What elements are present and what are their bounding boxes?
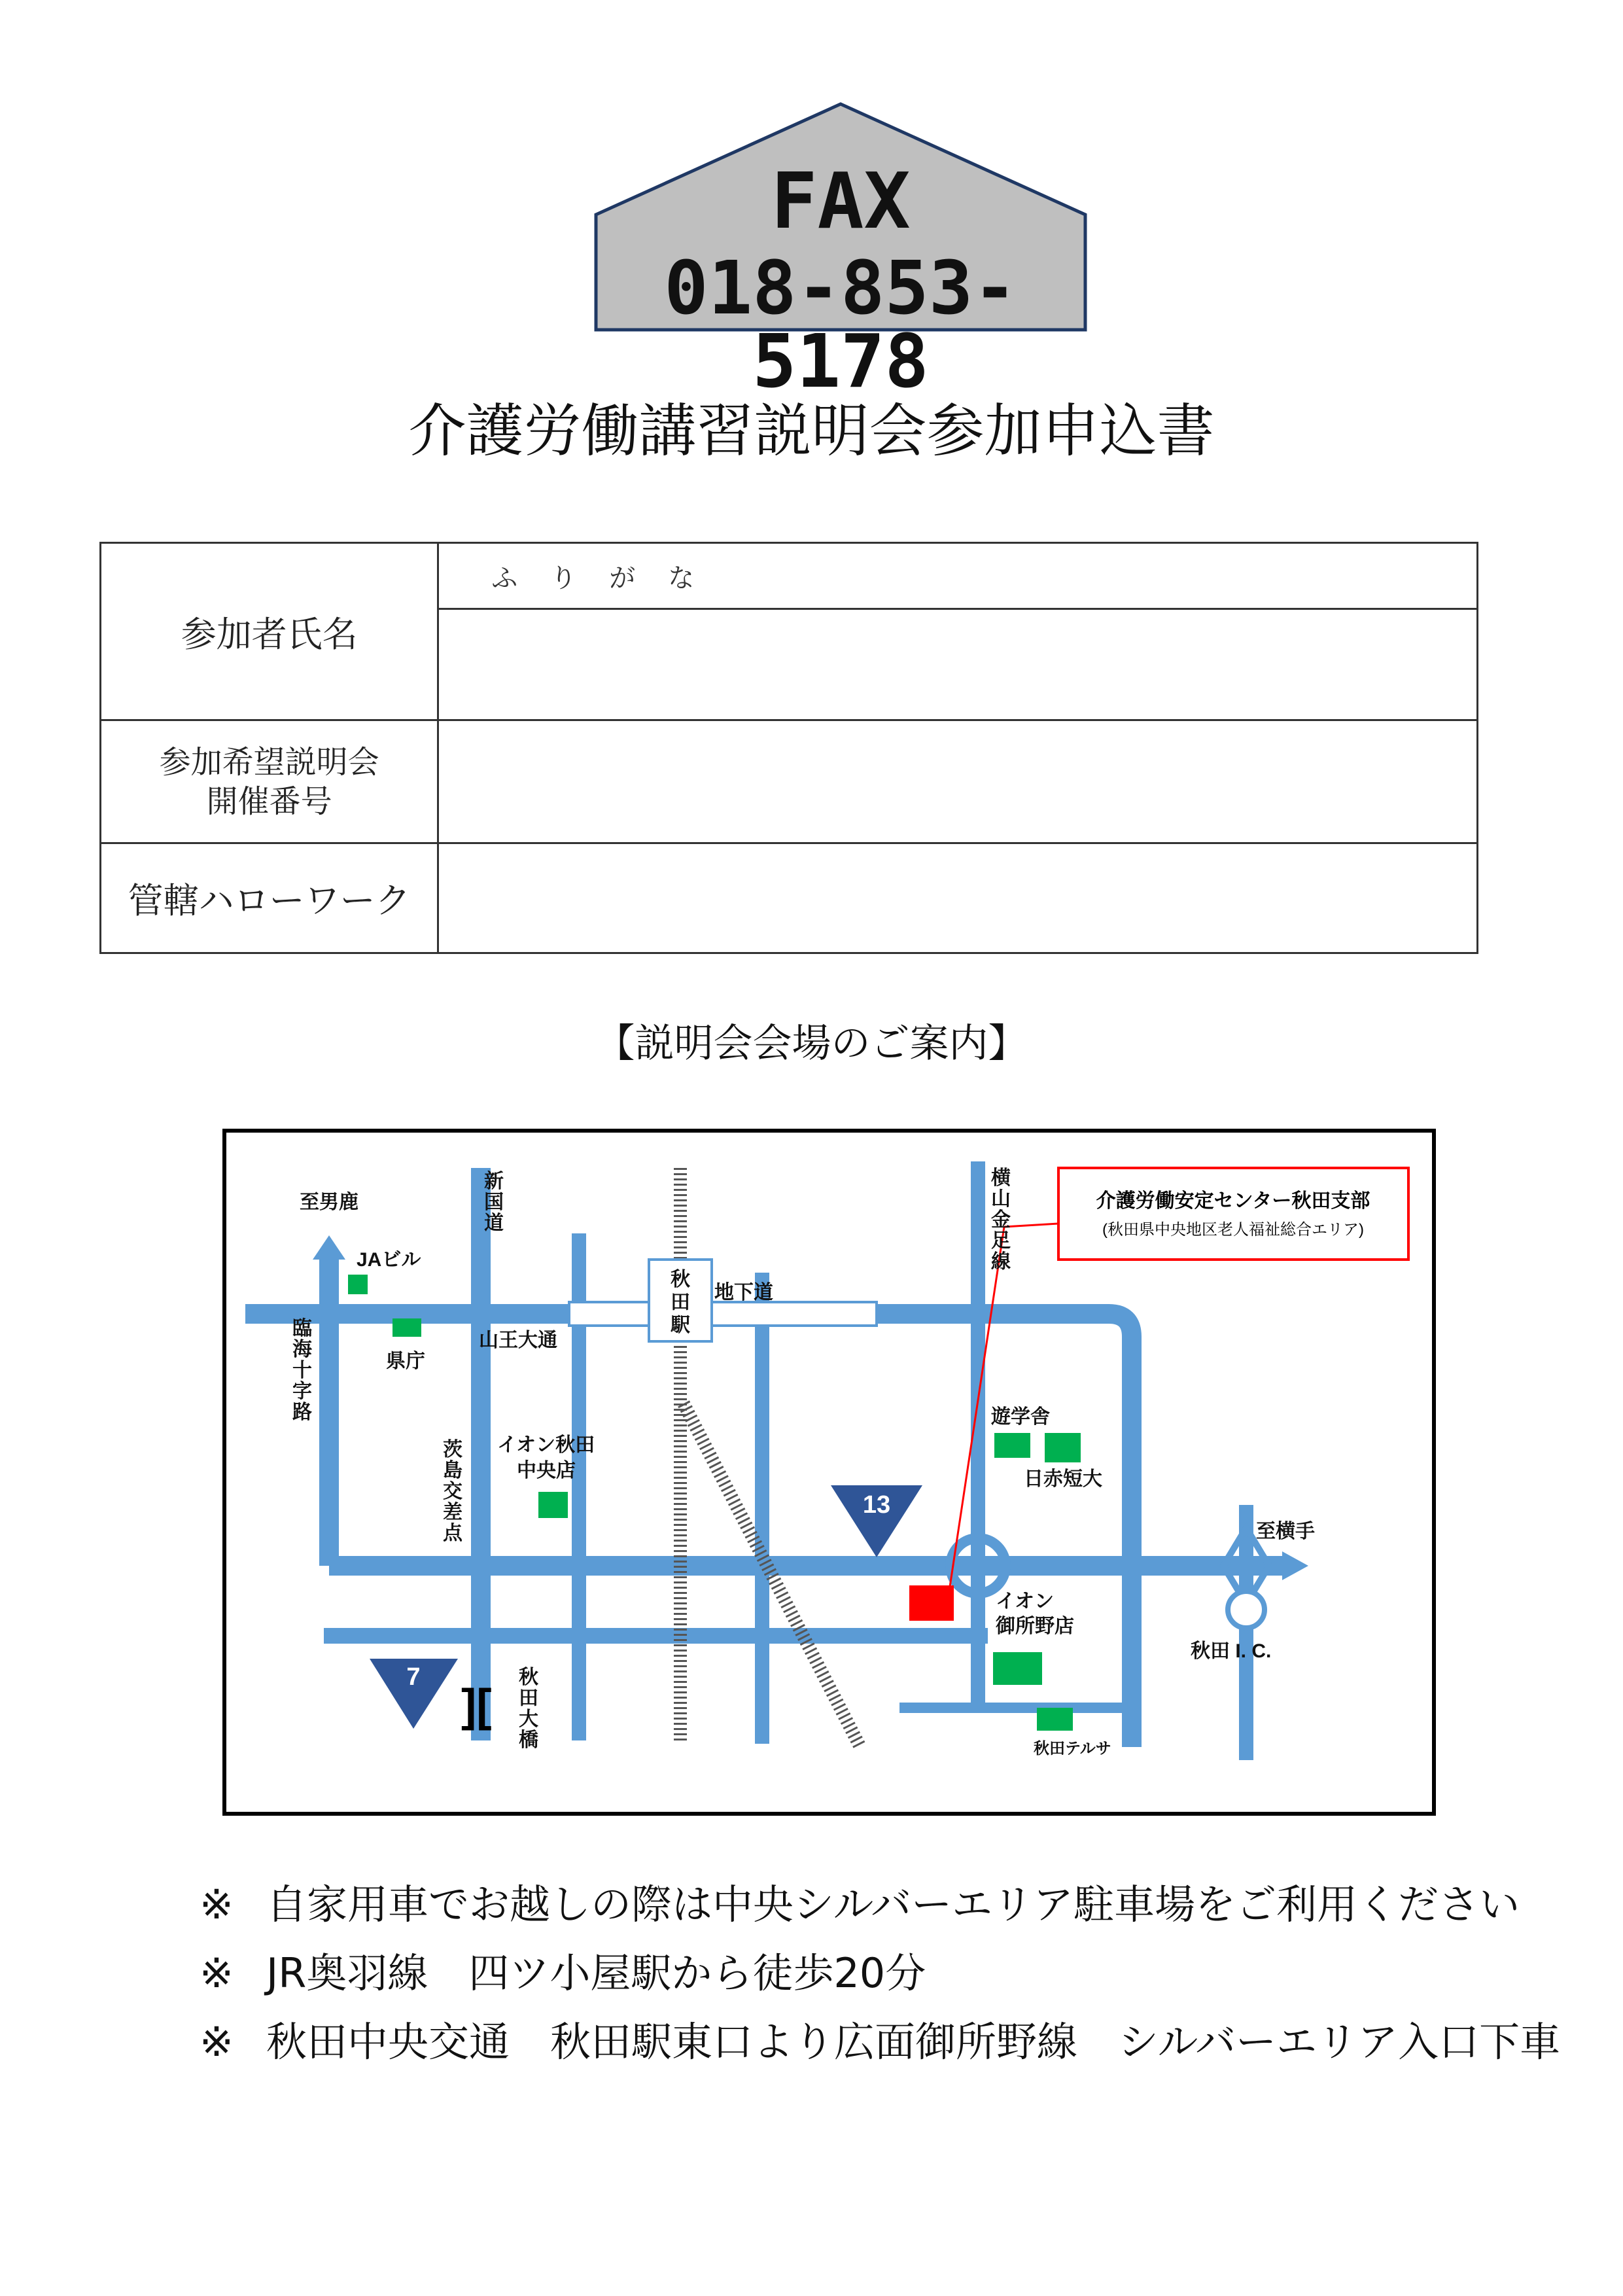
label-shin-kokudo-1: 新 (484, 1171, 504, 1192)
label-yokoyama-2: 山 (991, 1188, 1011, 1210)
label-akita-bridge-2: 田 (519, 1687, 538, 1709)
label-aeon-chuo-2: 中央店 (517, 1460, 576, 1481)
note-mark: ※ (200, 1881, 234, 1928)
label-to-oga: 至男鹿 (300, 1192, 358, 1213)
route-13-label: 13 (862, 1491, 891, 1519)
label-shin-kokudo-3: 道 (484, 1212, 504, 1234)
label-akita-ic: 秋田 I. C. (1191, 1640, 1272, 1662)
label-yokoyama-3: 金 (991, 1209, 1011, 1231)
label-ibarajima-3: 交 (443, 1481, 462, 1502)
label-nisseki: 日赤短大 (1024, 1468, 1102, 1490)
hellowork-label: 管轄ハローワーク (101, 843, 438, 953)
fax-label: FAX (771, 156, 911, 246)
label-ibarajima-5: 点 (443, 1523, 462, 1544)
note-train (200, 1949, 926, 1997)
label-aeon-chuo-1: イオン秋田 (497, 1434, 595, 1456)
fax-number: 018-853-5178 (664, 246, 1017, 404)
bridge-mark: ][ (461, 1680, 492, 1731)
venue-heading: 【説明会会場のご案内】 (595, 1021, 1028, 1067)
session-number-label-line2: 開催番号 (206, 783, 332, 820)
note-bus (200, 2018, 1561, 2066)
label-akita-bridge-1: 秋 (519, 1667, 538, 1688)
label-kencho: 県庁 (386, 1351, 425, 1372)
label-akita-bridge-4: 橋 (519, 1729, 538, 1751)
label-ibarajima-2: 島 (443, 1460, 462, 1481)
label-yokoyama-1: 横 (991, 1167, 1011, 1189)
label-to-yokote: 至横手 (1256, 1521, 1315, 1542)
note-text: 自家用車でお越しの際は中央シルバーエリア駐車場をご利用ください (266, 1881, 1520, 1928)
label-shin-kokudo-2: 国 (484, 1192, 504, 1213)
furigana-field[interactable] (438, 543, 1478, 609)
route-7-label: 7 (406, 1663, 421, 1691)
label-sanno: 山王大通 (479, 1330, 557, 1351)
label-underpass: 地下道 (714, 1282, 773, 1303)
page-title: 介護労働講習説明会参加申込書 (408, 397, 1215, 465)
label-yokoyama-5: 線 (991, 1251, 1011, 1273)
participant-name-field[interactable] (438, 609, 1478, 720)
hellowork-field[interactable] (438, 843, 1478, 953)
label-rinkai-5: 路 (292, 1402, 312, 1423)
label-rinkai-2: 海 (292, 1339, 312, 1360)
label-ibarajima-4: 差 (443, 1502, 462, 1523)
session-number-field[interactable] (438, 720, 1478, 843)
ic-circle-icon (1228, 1591, 1265, 1628)
label-ja-building: JAビル (357, 1249, 421, 1271)
furigana-label: ふりがな (491, 563, 727, 593)
venue-callout-box (1058, 1168, 1408, 1260)
label-yokoyama-4: 足 (991, 1230, 1011, 1252)
label-akita-bridge-3: 大 (519, 1708, 538, 1730)
label-yugakusha: 遊学舎 (991, 1406, 1050, 1428)
label-rinkai-1: 臨 (292, 1318, 312, 1339)
label-aeon-goshono-2: 御所野店 (996, 1616, 1074, 1637)
venue-map (222, 1129, 1436, 1816)
label-station-2: 田 (671, 1292, 690, 1313)
session-number-label (101, 720, 438, 843)
participant-name-label: 参加者氏名 (101, 543, 438, 720)
note-mark: ※ (200, 1949, 234, 1997)
application-form-table (99, 542, 1478, 954)
note-mark: ※ (200, 2018, 234, 2066)
label-rinkai-3: 十 (292, 1360, 312, 1381)
label-station-1: 秋 (671, 1269, 690, 1290)
label-rinkai-4: 字 (292, 1381, 312, 1402)
note-text: 秋田中央交通 秋田駅東口より広面御所野線 シルバーエリア入口下車 (266, 2018, 1561, 2066)
venue-callout-name: 介護労働安定センター秋田支部 (1096, 1190, 1370, 1212)
label-aeon-goshono-1: イオン (996, 1591, 1055, 1612)
label-ibarajima-1: 茨 (443, 1439, 462, 1460)
session-number-label-line1: 参加希望説明会 (159, 743, 379, 781)
venue-marker (909, 1585, 954, 1621)
note-parking (200, 1881, 1520, 1928)
label-station-3: 駅 (671, 1315, 690, 1336)
label-terrusa: 秋田テルサ (1034, 1740, 1111, 1757)
venue-callout-sub: (秋田県中央地区老人福祉総合エリア) (1102, 1221, 1364, 1239)
note-text: JR奥羽線 四ツ小屋駅から徒歩20分 (266, 1949, 926, 1997)
